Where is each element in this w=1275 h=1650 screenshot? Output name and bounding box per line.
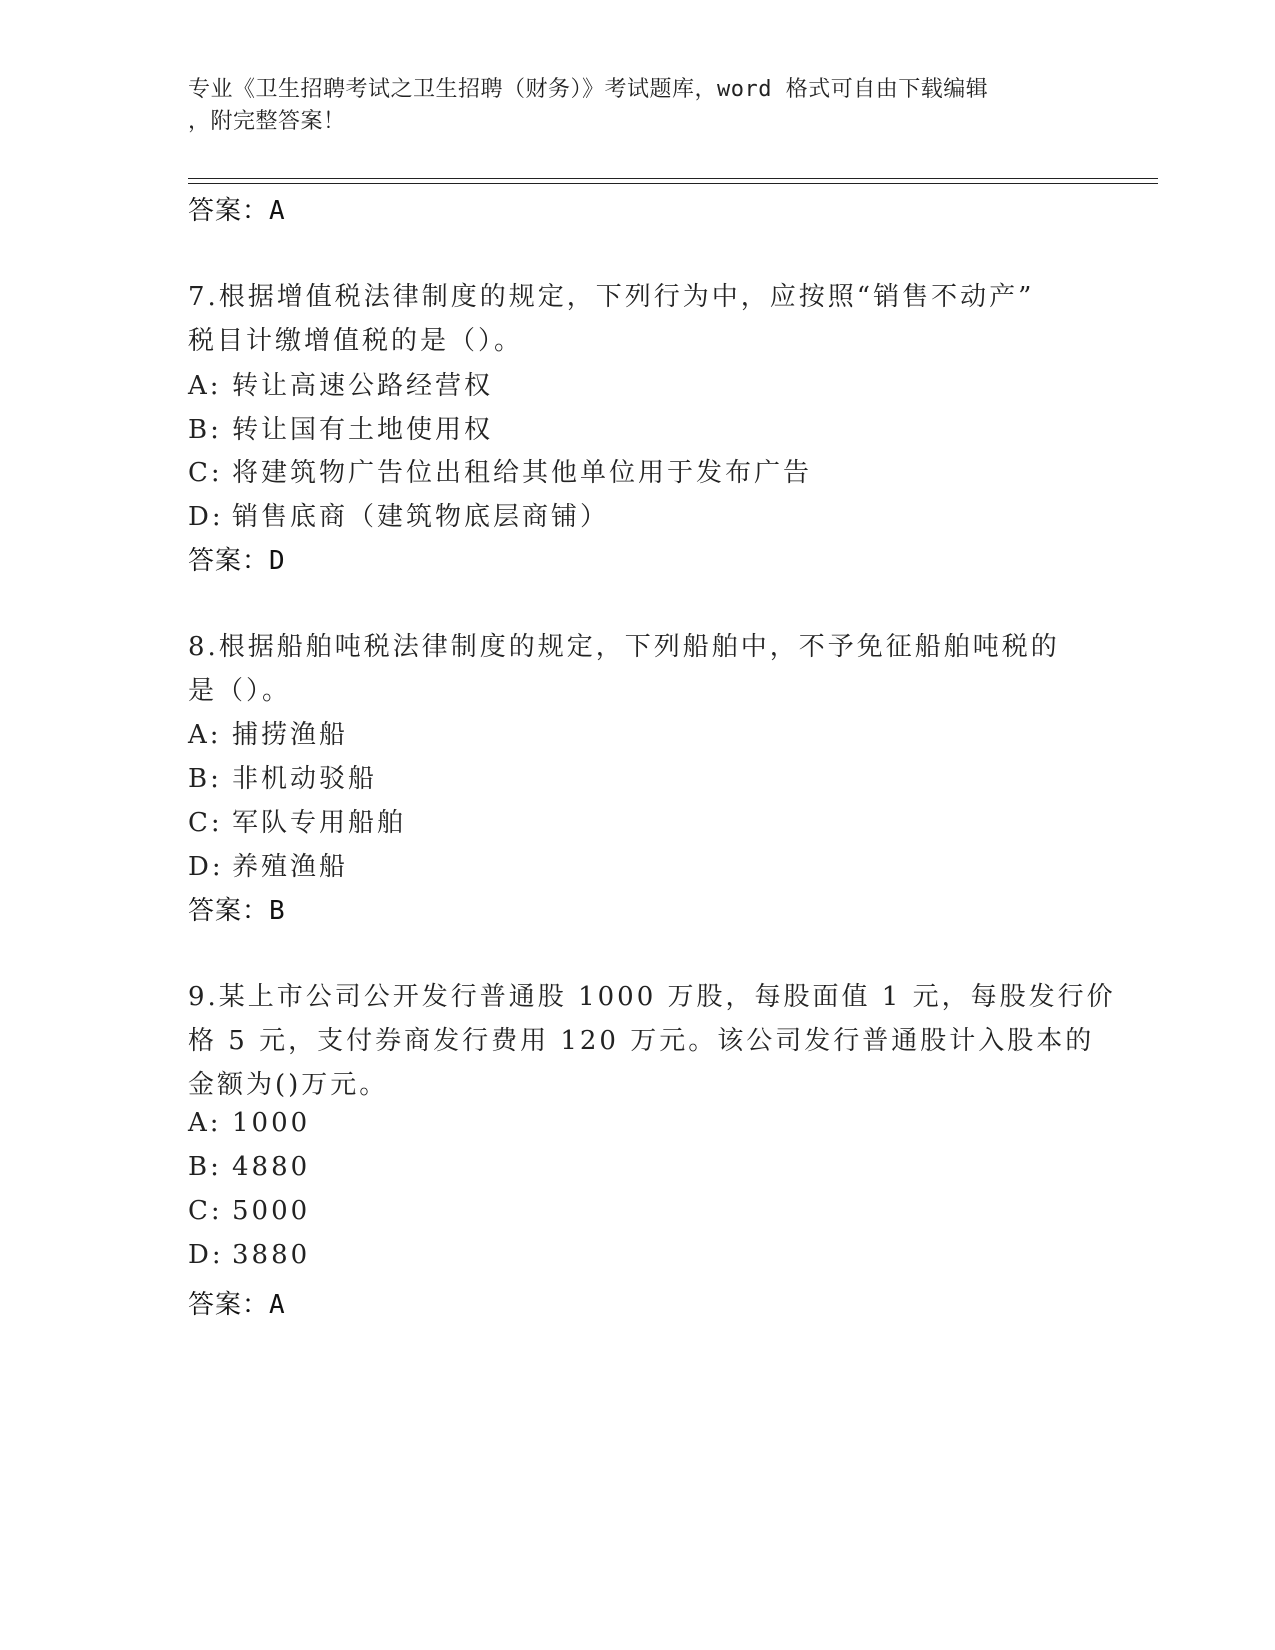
header-line-2: ，附完整答案！ (188, 109, 346, 134)
header-line-1: 专业《卫生招聘考试之卫生招聘（财务）》考试题库，word 格式可自由下载编辑 (188, 77, 989, 102)
question-7-answer: 答案：D (188, 546, 286, 576)
option-key: B: (188, 1152, 222, 1182)
question-7-option-d (188, 496, 609, 533)
option-key: D: (188, 852, 224, 882)
question-9-answer: 答案：A (188, 1290, 286, 1320)
document-header (188, 74, 1088, 138)
option-text: 转让国有土地使用权 (232, 415, 494, 445)
question-8-stem-line-2: 是（）。 (188, 676, 292, 706)
question-9-stem-line-2: 格 5 元，支付券商发行费用 120 万元。该公司发行普通股计入股本的 (188, 1026, 1095, 1056)
option-text: 1000 (232, 1108, 311, 1138)
question-8-option-d (188, 846, 348, 883)
previous-answer: 答案：A (188, 196, 286, 226)
question-8-option-b (188, 758, 377, 795)
question-9-option-a (188, 1108, 310, 1138)
question-7-option-b (188, 409, 493, 446)
question-7-option-a (188, 365, 493, 402)
question-9-option-c (188, 1196, 310, 1226)
option-key: C: (188, 808, 223, 838)
option-text: 转让高速公路经营权 (232, 371, 494, 401)
option-text: 将建筑物广告位出租给其他单位用于发布广告 (232, 458, 813, 488)
option-key: A: (188, 720, 222, 750)
option-text: 捕捞渔船 (232, 720, 349, 750)
option-text: 非机动驳船 (232, 764, 378, 794)
option-key: D: (188, 502, 224, 532)
option-text: 3880 (232, 1240, 311, 1270)
question-7-option-c (188, 452, 812, 489)
option-key: A: (188, 371, 222, 401)
question-9-stem-line-1: 9.某上市公司公开发行普通股 1000 万股，每股面值 1 元，每股发行价 (188, 982, 1116, 1012)
option-key: D: (188, 1240, 224, 1270)
header-divider-bottom (188, 183, 1158, 184)
option-text: 4880 (232, 1152, 311, 1182)
question-8-answer: 答案：B (188, 896, 286, 926)
question-7-stem-line-1: 7.根据增值税法律制度的规定，下列行为中，应按照“销售不动产” (188, 282, 1035, 312)
option-text: 军队专用船舶 (232, 808, 407, 838)
question-8-option-c (188, 802, 406, 839)
question-8-stem-line-1: 8.根据船舶吨税法律制度的规定，下列船舶中，不予免征船舶吨税的 (188, 632, 1060, 662)
option-text: 养殖渔船 (232, 852, 349, 882)
question-9-option-b (188, 1152, 310, 1182)
option-text: 5000 (232, 1196, 311, 1226)
header-divider-top (188, 178, 1158, 179)
question-9-stem-line-3: 金额为()万元。 (188, 1070, 389, 1100)
question-9-option-d (188, 1240, 310, 1270)
option-key: B: (188, 764, 222, 794)
option-key: C: (188, 1196, 223, 1226)
question-8-option-a (188, 714, 348, 751)
option-key: B: (188, 415, 222, 445)
option-key: C: (188, 458, 223, 488)
option-text: 销售底商（建筑物底层商铺） (232, 502, 610, 532)
option-key: A: (188, 1108, 222, 1138)
question-7-stem-line-2: 税目计缴增值税的是（）。 (188, 326, 524, 356)
